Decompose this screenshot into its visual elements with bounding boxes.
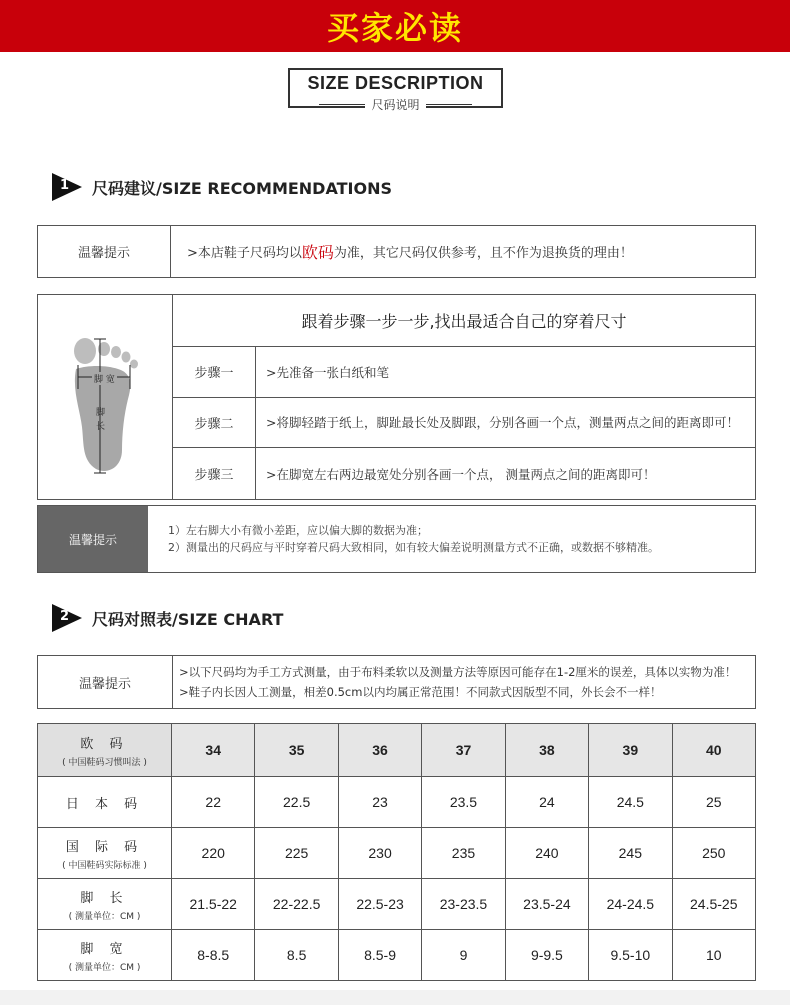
size-description-subtitle-row [290, 96, 501, 112]
step-text: >在脚宽左右两边最宽处分别各画一个点， 测量两点之间的距离即可！ [266, 466, 656, 482]
row-label: 日 本 码 [65, 796, 144, 812]
size-description-title: SIZE DESCRIPTION [307, 73, 484, 93]
row-label: 国 际 码 [65, 839, 144, 855]
row-label: 脚 长 [80, 890, 129, 906]
notice-label: 温馨提示 [38, 656, 173, 708]
notice-suffix: 为准，其它尺码仅供参考，且不作为退换货的理由！ [333, 246, 633, 261]
steps-content [173, 295, 755, 499]
table-cell: 22.5-23 [338, 879, 421, 930]
foot-length-label-2: 长 [96, 422, 106, 432]
row-header [38, 930, 172, 981]
table-cell: 23.5-24 [505, 879, 588, 930]
section-title: 尺码建议/SIZE RECOMMENDATIONS [92, 178, 392, 198]
banner-title: 买家必读 [326, 9, 463, 47]
notice-line: >以下尺码均为手工方式测量，由于布料柔软以及测量方法等原因可能存在1-2厘米的误差，具体以实物为准！ [179, 665, 737, 679]
notice-line: 2）测量出的尺码应与平时穿着尺码大致相同，如有较大偏差说明测量方式不正确，或数据不够精准。 [168, 541, 659, 554]
table-cell: 24 [505, 777, 588, 828]
table-cell: 240 [505, 828, 588, 879]
table-cell: 23.5 [422, 777, 505, 828]
divider [319, 104, 365, 105]
table-cell: 23-23.5 [422, 879, 505, 930]
step-text: >将脚轻踏于纸上，脚趾最长处及脚跟，分别各画一个点，测量两点之间的距离即可！ [266, 415, 739, 431]
table-cell: 9 [422, 930, 505, 981]
step-label: 步骤二 [173, 398, 256, 448]
size-chart-notice [37, 655, 756, 709]
table-cell: 38 [505, 724, 588, 777]
table-cell: 40 [672, 724, 755, 777]
step-row [173, 398, 755, 449]
divider [426, 104, 472, 105]
table-cell: 24.5-25 [672, 879, 755, 930]
table-cell: 24.5 [589, 777, 672, 828]
table-cell: 34 [172, 724, 255, 777]
row-label: 脚 宽 [80, 941, 129, 957]
table-cell: 21.5-22 [172, 879, 255, 930]
row-sublabel: ( 测量单位：CM ) [68, 911, 141, 922]
notice-text [173, 656, 755, 708]
step-text: >先准备一张白纸和笔 [266, 364, 389, 380]
table-cell: 245 [589, 828, 672, 879]
size-chart-table [37, 723, 756, 981]
section-number: 1 [60, 178, 70, 193]
table-row [38, 828, 756, 879]
foot-length-label-1: 脚 [96, 408, 106, 418]
header-banner [0, 0, 790, 52]
section-heading-recommendations [52, 172, 392, 202]
notice-line: >鞋子内长因人工测量，相差0.5cm以内均属正常范围！不同款式因版型不同，外长会不一样！ [179, 685, 662, 699]
row-header [38, 777, 172, 828]
steps-heading: 跟着步骤一步一步,找出最适合自己的穿着尺寸 [173, 295, 755, 347]
size-description-box [288, 68, 503, 112]
triangle-badge-icon [52, 604, 82, 632]
section-heading-size-chart [52, 603, 283, 633]
table-cell: 235 [422, 828, 505, 879]
section-title: 尺码对照表/SIZE CHART [92, 609, 284, 629]
recommendation-notice [37, 225, 756, 278]
table-cell: 25 [672, 777, 755, 828]
step-row [173, 347, 755, 398]
foot-width-label: 脚 宽 [92, 372, 117, 385]
step-label: 步骤一 [173, 347, 256, 397]
table-cell: 24-24.5 [589, 879, 672, 930]
foot-diagram [38, 295, 173, 499]
footer-strip [0, 990, 790, 1005]
row-label: 欧 码 [80, 736, 129, 752]
table-cell: 22-22.5 [255, 879, 338, 930]
size-description-subtitle: 尺码说明 [365, 96, 425, 113]
table-cell: 9-9.5 [505, 930, 588, 981]
foot-illustration-icon [38, 295, 173, 501]
table-cell: 8.5-9 [338, 930, 421, 981]
measurement-notice [37, 505, 756, 573]
table-cell: 22.5 [255, 777, 338, 828]
table-cell: 36 [338, 724, 421, 777]
triangle-badge-icon [52, 173, 82, 201]
notice-text [148, 506, 755, 572]
table-row [38, 879, 756, 930]
table-cell: 230 [338, 828, 421, 879]
table-cell: 10 [672, 930, 755, 981]
step-row [173, 448, 755, 499]
measurement-steps-table [37, 294, 756, 500]
table-cell: 225 [255, 828, 338, 879]
table-cell: 23 [338, 777, 421, 828]
row-sublabel: ( 中国鞋码实际标准 ) [62, 860, 147, 871]
table-cell: 250 [672, 828, 755, 879]
notice-label: 温馨提示 [38, 506, 148, 572]
notice-label: 温馨提示 [38, 226, 171, 277]
step-label: 步骤三 [173, 448, 256, 499]
row-header [38, 828, 172, 879]
table-cell: 22 [172, 777, 255, 828]
table-cell: 8.5 [255, 930, 338, 981]
table-cell: 39 [589, 724, 672, 777]
notice-line: 1）左右脚大小有微小差距，应以偏大脚的数据为准； [168, 524, 428, 537]
table-row [38, 930, 756, 981]
table-cell: 8-8.5 [172, 930, 255, 981]
table-row [38, 777, 756, 828]
row-header [38, 879, 172, 930]
notice-prefix: >本店鞋子尺码均以 [187, 246, 302, 261]
table-cell: 35 [255, 724, 338, 777]
table-cell: 220 [172, 828, 255, 879]
table-cell: 37 [422, 724, 505, 777]
row-sublabel: ( 中国鞋码习惯叫法 ) [62, 757, 147, 768]
notice-highlight: 欧码 [301, 243, 334, 262]
table-row [38, 724, 756, 777]
section-number: 2 [60, 609, 70, 624]
row-header [38, 724, 172, 777]
notice-text [171, 226, 755, 277]
row-sublabel: ( 测量单位：CM ) [68, 962, 141, 973]
table-cell: 9.5-10 [589, 930, 672, 981]
